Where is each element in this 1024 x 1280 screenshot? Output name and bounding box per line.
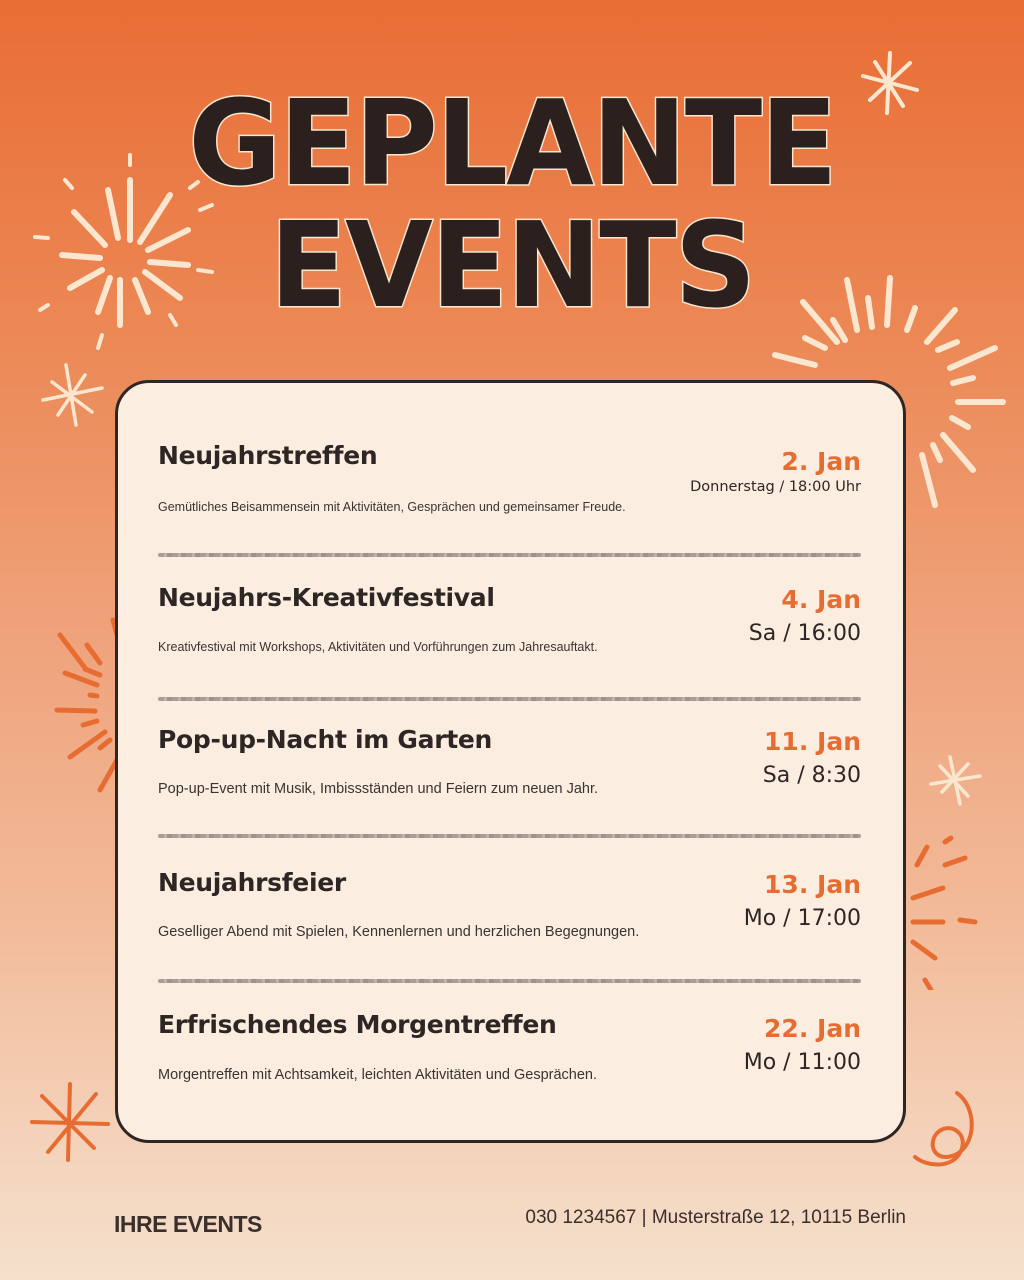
event-description: Geselliger Abend mit Spielen, Kennenlernen und herzlichen Begegnungen. (158, 924, 640, 940)
event-date: 2. Jan (781, 447, 861, 476)
event-time: Mo / 11:00 (743, 1050, 861, 1075)
event-time: Mo / 17:00 (743, 906, 861, 931)
divider (158, 979, 861, 983)
sparkle-icon (40, 360, 105, 430)
title-line-2: EVENTS (269, 196, 755, 334)
asterisk-star-icon (28, 1080, 112, 1164)
event-item (158, 868, 861, 938)
title-line-1: GEPLANTE (188, 74, 836, 212)
sparkle-icon (928, 752, 984, 810)
page-title (20, 74, 1003, 334)
event-item (158, 583, 861, 653)
event-date: 22. Jan (764, 1014, 861, 1043)
event-title: Neujahrstreffen (158, 441, 378, 470)
event-date: 11. Jan (764, 727, 861, 756)
event-date: 4. Jan (781, 585, 861, 614)
event-item (158, 441, 861, 514)
event-time: Sa / 8:30 (762, 763, 861, 788)
event-date: 13. Jan (764, 870, 861, 899)
firework-burst-icon (45, 605, 120, 795)
event-title: Neujahrsfeier (158, 868, 346, 897)
firework-burst-icon (905, 830, 995, 990)
footer-contact: 030 1234567 | Musterstraße 12, 10115 Berlin (525, 1207, 906, 1228)
swirl-icon (905, 1085, 985, 1180)
event-time: Donnerstag / 18:00 Uhr (690, 479, 861, 495)
event-title: Pop-up-Nacht im Garten (158, 725, 493, 754)
events-card (115, 380, 906, 1143)
divider (158, 834, 861, 838)
event-title: Erfrischendes Morgentreffen (158, 1010, 557, 1039)
event-time: Sa / 16:00 (748, 621, 861, 646)
event-description: Pop-up-Event mit Musik, Imbissständen und Feiern zum neuen Jahr. (158, 781, 599, 797)
footer-brand: IHRE EVENTS (114, 1211, 262, 1237)
event-description: Kreativfestival mit Workshops, Aktivitäten und Vorführungen zum Jahresauftakt. (158, 640, 598, 654)
event-item (158, 1010, 861, 1083)
event-title: Neujahrs-Kreativfestival (158, 583, 495, 612)
event-item (158, 725, 861, 795)
divider (158, 697, 861, 701)
divider (158, 553, 861, 557)
event-description: Morgentreffen mit Achtsamkeit, leichten Aktivitäten und Gesprächen. (158, 1067, 597, 1083)
event-description: Gemütliches Beisammensein mit Aktivitäten, Gesprächen und gemeinsamer Freude. (158, 500, 626, 514)
